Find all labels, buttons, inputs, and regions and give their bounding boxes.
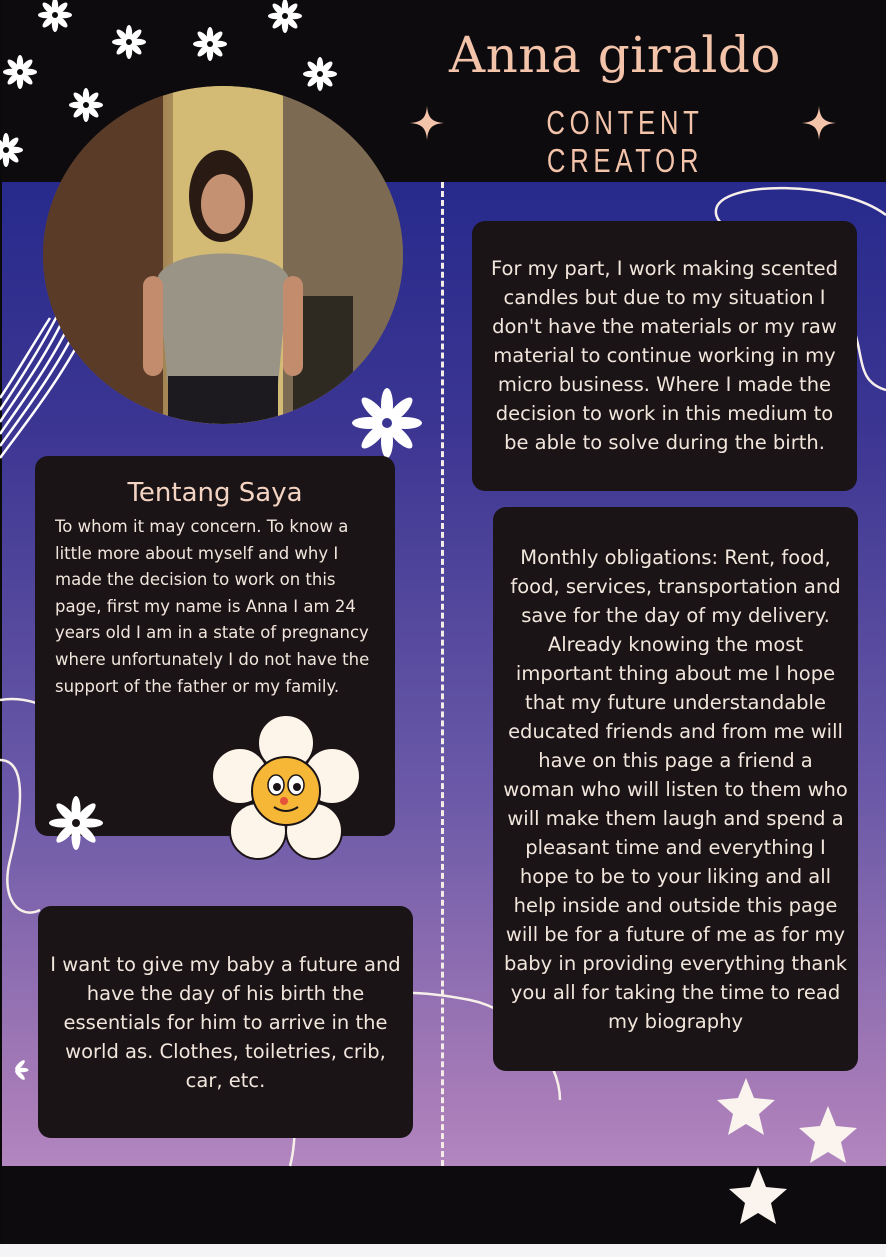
- profile-role: CONTENT CREATOR: [546, 104, 704, 179]
- baby-needs-text: I want to give my baby a future and have the day of his birth the essentials for him to arrive in the world as. Clothes, toiletries, crib, car, etc.: [50, 953, 401, 1092]
- work-text: For my part, I work making scented candles but due to my situation I don't have the materials or my raw material to continue working in my micro business. Where I made the decision to work in this medium to be able to solve during the birth.: [491, 257, 838, 454]
- profile-name: Anna giraldo: [448, 26, 782, 84]
- about-text: To whom it may concern. To know a little more about myself and why I made the decision to work on this page, first my name is Anna I am 24 years old I am in a state of pregnancy where unfortunately I do not have the support of the father or my family.: [55, 517, 370, 696]
- about-heading: Tentang Saya: [127, 478, 303, 508]
- obligations-text: Monthly obligations: Rent, food, food, services, transportation and save for the day of my delivery. Already knowing the most important thing about me I hope that my future understandable educated friends and from me will have on this page a friend a woman who will listen to them who will make them laugh and spend a pleasant time and everything I hope to be to your liking and all help inside and outside this page will be for a future of me as for my baby in providing everything thank you all for taking the time to read my biography: [503, 546, 848, 1033]
